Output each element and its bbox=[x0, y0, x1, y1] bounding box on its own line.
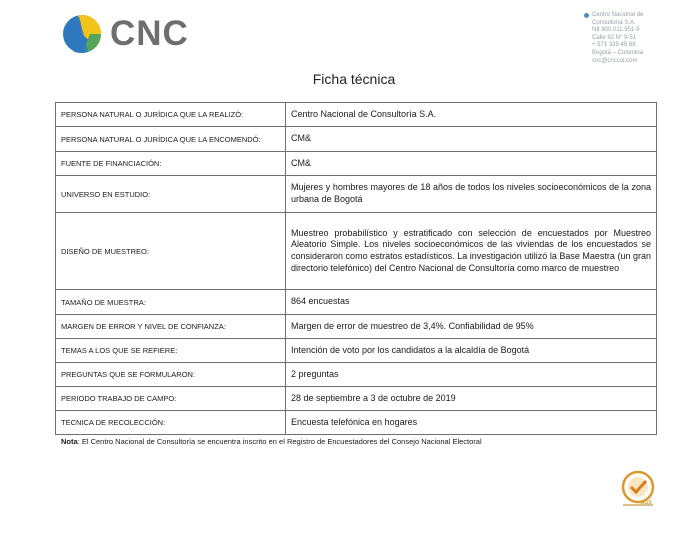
row-value: 864 encuestas bbox=[286, 290, 657, 315]
row-label: PREGUNTAS QUE SE FORMULARON: bbox=[56, 363, 286, 387]
table-row bbox=[56, 411, 657, 435]
row-value: 2 preguntas bbox=[286, 363, 657, 387]
contact-line: Calle 82 N° 9-51 bbox=[592, 34, 637, 41]
row-label: PERSONA NATURAL O JURÍDICA QUE LA REALIZÓ: bbox=[56, 103, 286, 127]
row-label: DISEÑO DE MUESTREO: bbox=[56, 213, 286, 290]
contact-bullet-icon bbox=[584, 13, 589, 18]
row-label: PERIODO TRABAJO DE CAMPO: bbox=[56, 387, 286, 411]
contact-line: NIt 800.011.951-9 bbox=[592, 27, 640, 34]
table-row bbox=[56, 339, 657, 363]
row-value: Centro Nacional de Consultoría S.A. bbox=[286, 103, 657, 127]
table-row bbox=[56, 176, 657, 213]
footnote bbox=[61, 437, 482, 446]
row-label: FUENTE DE FINANCIACIÓN: bbox=[56, 152, 286, 176]
row-value: Encuesta telefónica en hogares bbox=[286, 411, 657, 435]
table-row bbox=[56, 127, 657, 152]
footnote-text: : El Centro Nacional de Consultoría se encuentra inscrito en el Registro de Encuestadores del Consejo Nacional Electoral bbox=[77, 437, 482, 446]
table-row bbox=[56, 290, 657, 315]
table-row bbox=[56, 363, 657, 387]
row-value: Mujeres y hombres mayores de 18 años de todos los niveles socioeconómicos de la zona urbana de Bogotá bbox=[286, 176, 657, 213]
contact-line: Bogotá – Colombia bbox=[592, 49, 644, 56]
row-value: Margen de error de muestreo de 3,4%. Confiabilidad de 95% bbox=[286, 315, 657, 339]
table-row bbox=[56, 315, 657, 339]
sgs-seal bbox=[619, 470, 657, 514]
row-label: TECNICA DE RECOLECCIÓN: bbox=[56, 411, 286, 435]
row-value: CM& bbox=[286, 127, 657, 152]
cnc-logo bbox=[62, 14, 189, 54]
row-value: 28 de septiembre a 3 de octubre de 2019 bbox=[286, 387, 657, 411]
technical-sheet-table bbox=[55, 102, 657, 435]
logo-text: CNC bbox=[110, 14, 189, 53]
contact-line: + 571 339 45 88 bbox=[592, 42, 636, 49]
footnote-prefix: Nota bbox=[61, 437, 78, 446]
table-row bbox=[56, 213, 657, 290]
row-value: Intención de voto por los candidatos a la alcaldía de Bogotá bbox=[286, 339, 657, 363]
row-label: TEMAS A LOS QUE SE REFIERE: bbox=[56, 339, 286, 363]
contact-line: Centro Nacional de bbox=[592, 12, 644, 18]
contact-block bbox=[584, 12, 694, 65]
contact-line: Consultoría S.A. bbox=[592, 19, 636, 26]
row-label: UNIVERSO EN ESTUDIO: bbox=[56, 176, 286, 213]
cnc-logo-mark-icon bbox=[62, 14, 102, 54]
table-row bbox=[56, 387, 657, 411]
contact-email: cnc@cnccol.com bbox=[592, 57, 638, 64]
row-label: TAMAÑO DE MUESTRA: bbox=[56, 290, 286, 315]
row-value: Muestreo probabilístico y estratificado con selección de encuestados por Muestreo Aleatorio Simple. Los niveles socioeconómicos de las viviendas de los encuestados se consideraron como estratos estadísticos. La investigación utilizó la Base Maestra (un gran directorio telefónico) del Centro Nacional de Consultoría como marco de muestreo bbox=[286, 213, 657, 290]
sgs-label: SGS bbox=[641, 500, 652, 506]
sgs-certification-icon bbox=[619, 470, 657, 514]
page-title: Ficha técnica bbox=[312, 71, 396, 87]
row-label: MARGEN DE ERROR Y NIVEL DE CONFIANZA: bbox=[56, 315, 286, 339]
row-label: PERSONA NATURAL O JURÍDICA QUE LA ENCOMENDÓ: bbox=[56, 127, 286, 152]
table-row bbox=[56, 152, 657, 176]
table-row bbox=[56, 103, 657, 127]
row-value: CM& bbox=[286, 152, 657, 176]
